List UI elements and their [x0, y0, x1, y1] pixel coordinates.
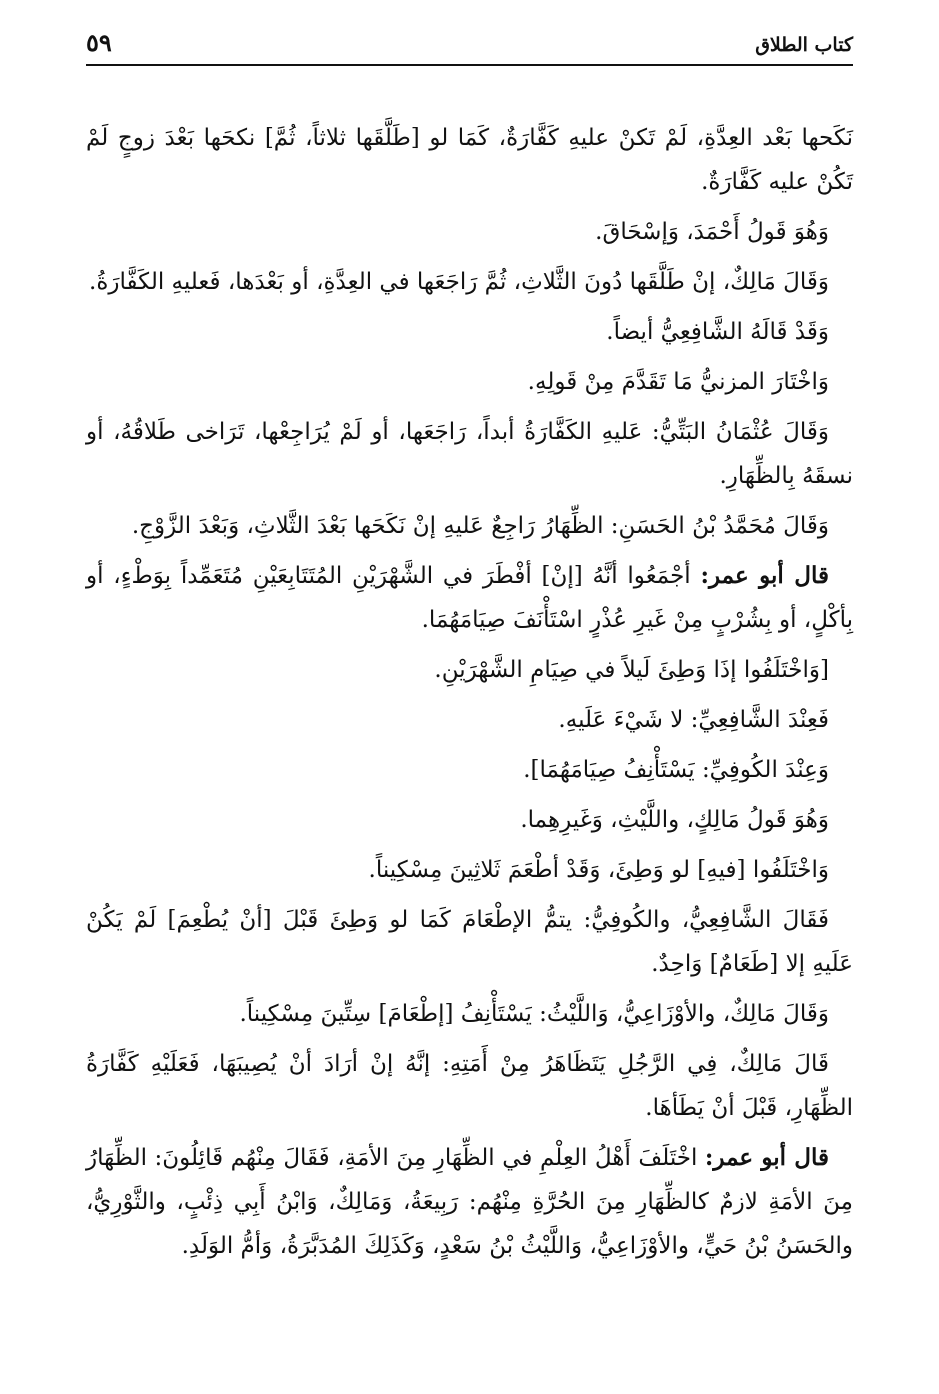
paragraph [86, 698, 853, 742]
paragraph-text: [وَاخْتَلَفُوا إذَا وَطِئَ لَيلاً في صِيَامِ الشَّهْرَيْنِ. [434, 657, 829, 683]
paragraph-text: وَقَدْ قَالَهُ الشَّافِعِيُّ أيضاً. [606, 319, 829, 345]
paragraph-text: وَقَالَ مَالِكٌ، إنْ طَلَّقَها دُونَ الثَّلاثِ، ثُمَّ رَاجَعَها في العِدَّةِ، أو بَعْدَها، فَعليهِ الكَفَّارَةُ. [89, 269, 829, 295]
paragraph [86, 798, 853, 842]
paragraph-text: اخْتَلَفَ أَهْلُ العِلْمِ في الظِّهَارِ مِنَ الأمَةِ، فَقَالَ مِنْهُم قَائِلُونَ: الظِّهَارُ مِنَ الأمَةِ لازمٌ كالظِّهَارِ مِنَ الحُرَّةِ مِنْهُم: رَبِيعَةُ، وَمَالِكٌ، وَابْنُ أَبِي ذِئْبٍ، والثَّوْرِيُّ، والحَسَنُ بْنُ حَيٍّ، والأوْزَاعِيُّ، وَاللَّيْثُ بْنُ سَعْدٍ، وَكَذَلِكَ المُدَبَّرَةُ، وَأمُّ الوَلَدِ. [86, 1145, 853, 1259]
paragraph-text: وَهُوَ قَولُ مَالِكٍ، واللَّيْثِ، وَغَيرِهِما. [520, 807, 829, 833]
paragraph-text: وَقَالَ مَالِكٌ، والأوْزَاعِيُّ، وَاللَّيْثُ: يَسْتَأْنِفُ [إطْعَامَ] سِتِّينَ مِسْكِيناً. [239, 1001, 829, 1027]
paragraph-text: أجْمَعُوا أنَّهُ [إنْ] أفْطَرَ في الشَّهْرَيْنِ المُتَتَابِعَيْنِ مُتَعَمِّداً بِوَطْءٍ، أو بِأكْلٍ، أو بِشُرْبٍ مِنْ غَيرِ عُذْرٍ اسْتَأْنَفَ صِيَامَهُمَا. [86, 563, 853, 633]
paragraph-text: فَعِنْدَ الشَّافِعِيِّ: لا شَيْءَ عَلَيهِ. [558, 707, 829, 733]
paragraph [86, 898, 853, 986]
running-title: كتاب الطلاق [755, 34, 853, 56]
paragraph [86, 748, 853, 792]
paragraph [86, 992, 853, 1036]
paragraph-text: وَهُوَ قَولُ أَحْمَدَ، وَإسْحَاقَ. [595, 219, 829, 245]
paragraph [86, 848, 853, 892]
paragraph-text: وَاخْتَارَ المزنيُّ مَا تَقَدَّمَ مِنْ قَولِهِ. [527, 369, 829, 395]
paragraph [86, 410, 853, 498]
paragraph-text: وَقَالَ مُحَمَّدُ بْنُ الحَسَنِ: الظِّهَارُ رَاجِعٌ عَليهِ إنْ نَكَحَها بَعْدَ الثَّلاثِ، وَبَعْدَ الزَّوْجِ. [131, 513, 829, 539]
page-body [86, 116, 853, 1268]
header-rule [86, 64, 853, 66]
paragraph [86, 210, 853, 254]
paragraph [86, 116, 853, 204]
page-number: ٥٩ [86, 28, 112, 57]
paragraph-lead: قال أبو عمر: [704, 1144, 829, 1171]
paragraph [86, 504, 853, 548]
paragraph [86, 1042, 853, 1130]
paragraph-text: وَقَالَ عُثْمَانُ البَتِّيُّ: عَليهِ الكَفَّارَةُ أبداً، رَاجَعَها، أو لَمْ يُرَاجِعْها، تَرَاخى طَلاقُهُ، أو نسقَهُ بِالظِّهَارِ. [86, 419, 853, 489]
paragraph [86, 260, 853, 304]
paragraph [86, 1136, 853, 1268]
paragraph-text: قَالَ مَالِكٌ، فِي الرَّجُلِ يَتَظَاهَرُ مِنْ أَمَتِهِ: إنَّهُ إنْ أرَادَ أنْ يُصِيبَهَا، فَعَلَيْهِ كَفَّارَةُ الظِّهَارِ، قَبْلَ أنْ يَطَأهَا. [86, 1051, 853, 1121]
paragraph-lead: قال أبو عمر: [700, 562, 829, 589]
paragraph [86, 554, 853, 642]
paragraph-text: نَكَحها بَعْد العِدَّةِ، لَمْ تَكنْ عليهِ كَفَّارَةٌ، كَمَا لو [طَلَّقَها ثلاثاً، ثُمَّ] نكحَها بَعْدَ زوجٍ لَمْ تَكُنْ عليه كَفَّارَةٌ. [86, 125, 853, 195]
paragraph-text: فَقَالَ الشَّافِعِيُّ، والكُوفِيُّ: يتمُّ الإطْعَامَ كَمَا لو وَطِئَ قَبْلَ [أنْ يُطْعِمَ] لَمْ يَكُنْ عَلَيهِ إلا [طَعَامٌ] وَاحِدٌ. [86, 907, 853, 977]
paragraph-text: وَعِنْدَ الكُوفِيِّ: يَسْتَأْنِفُ صِيَامَهُمَا]. [523, 757, 829, 783]
paragraph-text: وَاخْتَلَفُوا [فيهِ] لو وَطِئَ، وَقَدْ أطْعَمَ ثَلاثِينَ مِسْكِيناً. [368, 857, 829, 883]
paragraph [86, 360, 853, 404]
page-header [86, 24, 853, 66]
paragraph [86, 648, 853, 692]
paragraph [86, 310, 853, 354]
